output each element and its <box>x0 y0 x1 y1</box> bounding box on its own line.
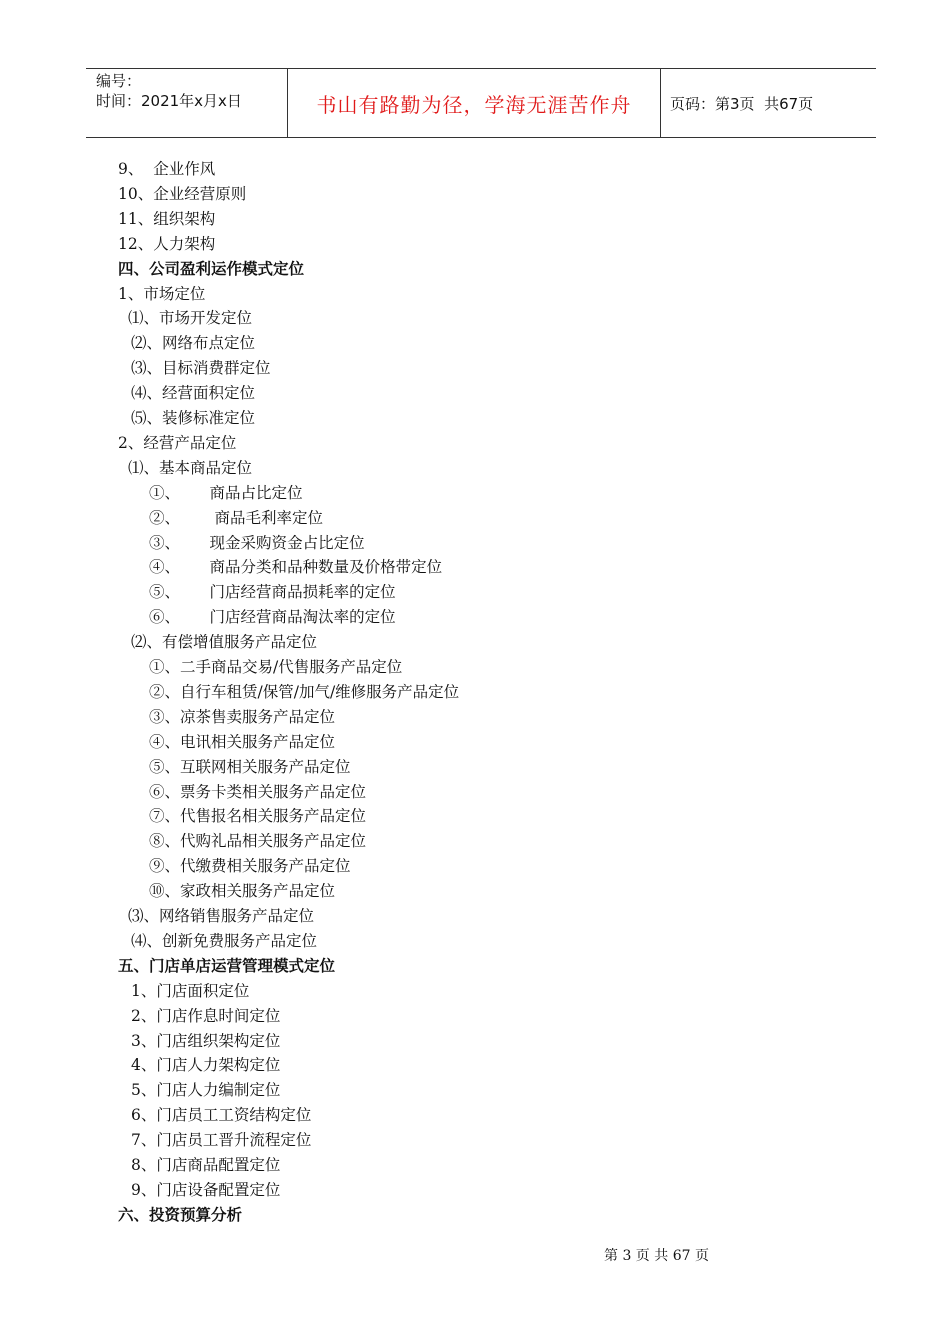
outline-item: 9、门店设备配置定位 <box>131 1180 281 1199</box>
outline-item: ⑶、目标消费群定位 <box>131 359 271 378</box>
outline-item: 10、企业经营原则 <box>118 184 247 203</box>
outline-item: ⑴、市场开发定位 <box>128 309 253 328</box>
serial-number-label: 编号： <box>96 72 142 90</box>
outline-item: 6、门店员工工资结构定位 <box>131 1106 312 1125</box>
outline-item: ⑥、 门店经营商品淘汰率的定位 <box>149 608 396 627</box>
outline-item: ⑤、 门店经营商品损耗率的定位 <box>149 583 396 602</box>
outline-item: ⑧、代购礼品相关服务产品定位 <box>149 832 367 851</box>
outline-item: ②、 商品毛利率定位 <box>149 508 323 527</box>
section-heading: 六、投资预算分析 <box>118 1205 243 1224</box>
outline-item: 11、组织架构 <box>118 209 216 228</box>
date-text: 时间：2021年x月x日 <box>96 92 242 110</box>
outline-item: 5、门店人力编制定位 <box>131 1081 281 1100</box>
outline-item: ③、凉茶售卖服务产品定位 <box>149 707 336 726</box>
outline-item: ③、 现金采购资金占比定位 <box>149 533 365 552</box>
outline-item: ⑩、家政相关服务产品定位 <box>149 882 336 901</box>
outline-item: ⑦、代售报名相关服务产品定位 <box>149 807 367 826</box>
outline-item: ⑸、装修标准定位 <box>131 409 256 427</box>
outline-item: 4、门店人力架构定位 <box>131 1056 281 1075</box>
outline-item: ⑵、网络布点定位 <box>131 334 256 353</box>
outline-item: 1、市场定位 <box>118 284 206 303</box>
page-header <box>86 68 876 138</box>
outline-item: 1、门店面积定位 <box>131 981 250 1000</box>
outline-item: 2、门店作息时间定位 <box>131 1006 281 1025</box>
outline-item: ⑷、创新免费服务产品定位 <box>131 931 318 950</box>
header-page-number: 页码：第3页 共67页 <box>670 94 814 113</box>
section-heading: 五、门店单店运营管理模式定位 <box>118 956 336 975</box>
page-footer: 第 3 页 共 67 页 <box>604 1248 709 1264</box>
outline-item: ⑷、经营面积定位 <box>131 384 256 403</box>
outline-item: ②、自行车租赁/保管/加气/维修服务产品定位 <box>149 682 460 701</box>
outline-item: 3、门店组织架构定位 <box>131 1031 281 1050</box>
outline-item: 8、门店商品配置定位 <box>131 1156 281 1174</box>
outline-item: ⑨、代缴费相关服务产品定位 <box>149 857 351 876</box>
outline-item: 7、门店员工晋升流程定位 <box>131 1131 312 1150</box>
outline-item: ①、二手商品交易/代售服务产品定位 <box>149 658 403 676</box>
outline-item: ④、电讯相关服务产品定位 <box>149 732 336 751</box>
outline-item: ④、 商品分类和品种数量及价格带定位 <box>149 558 443 577</box>
outline-item: 2、经营产品定位 <box>118 433 237 452</box>
outline-item: ⑥、票务卡类相关服务产品定位 <box>149 782 367 801</box>
outline-item: ⑶、网络销售服务产品定位 <box>128 907 315 925</box>
header-divider-right <box>660 69 661 137</box>
header-motto: 书山有路勤为径，学海无涯苦作舟 <box>316 92 632 117</box>
outline-item: 9、 企业作风 <box>118 160 216 178</box>
outline-item: ⑵、有偿增值服务产品定位 <box>131 633 318 652</box>
outline-item: ⑤、互联网相关服务产品定位 <box>149 757 351 776</box>
outline-item: 12、人力架构 <box>118 234 216 253</box>
outline-item: ①、 商品占比定位 <box>149 483 303 502</box>
header-meta <box>96 71 242 111</box>
section-heading: 四、公司盈利运作模式定位 <box>118 259 305 278</box>
outline-item: ⑴、基本商品定位 <box>128 458 253 477</box>
